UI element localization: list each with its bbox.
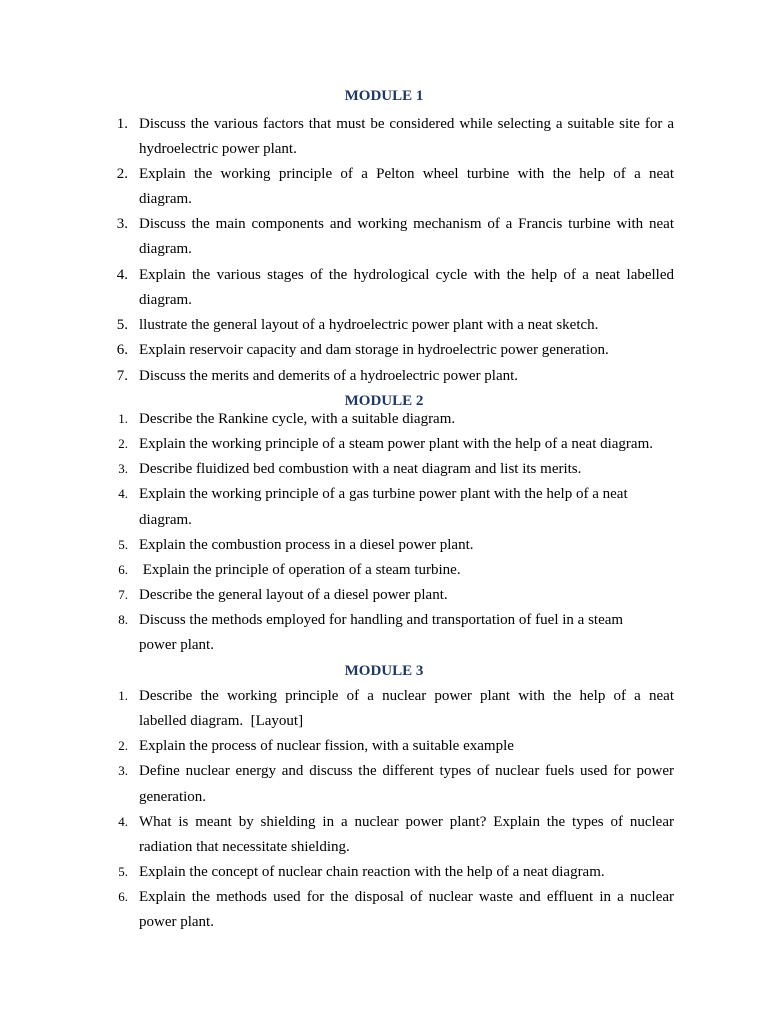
item-text: radiation that necessitate shielding.	[139, 839, 350, 855]
item-number: 2.	[116, 166, 128, 182]
item-number: 1.	[116, 116, 128, 132]
item-number: 4.	[118, 814, 128, 829]
item-text: Explain the principle of operation of a steam turbine.	[139, 562, 461, 578]
item-text: power plant.	[139, 914, 214, 930]
item-text: hydroelectric power plant.	[139, 141, 297, 157]
item-number: 3.	[118, 763, 128, 778]
item-number: 1.	[118, 411, 128, 426]
item-number: 3.	[118, 461, 128, 476]
item-text: Discuss the various factors that must be considered while selecting a suitable site for a	[139, 116, 674, 132]
item-text: diagram.	[139, 512, 192, 528]
item-text: Describe the working principle of a nuclear power plant with the help of a neat	[139, 688, 674, 704]
item-text: Explain the working principle of a steam power plant with the help of a neat diagram.	[139, 436, 654, 452]
item-number: 6.	[116, 342, 128, 358]
module-2-heading: MODULE 2	[344, 393, 424, 409]
item-text: Explain reservoir capacity and dam storage in hydroelectric power generation.	[139, 342, 609, 358]
item-number: 6.	[118, 889, 128, 904]
item-text: Explain the combustion process in a diesel power plant.	[139, 537, 474, 553]
item-text: What is meant by shielding in a nuclear power plant? Explain the types of nuclear	[139, 814, 674, 830]
item-number: 2.	[118, 738, 128, 753]
module-1-heading: MODULE 1	[344, 88, 424, 104]
item-text: Explain the working principle of a gas turbine power plant with the help of a neat	[139, 486, 628, 502]
item-text: Explain the concept of nuclear chain reaction with the help of a neat diagram.	[139, 864, 605, 880]
item-number: 2.	[118, 436, 128, 451]
item-text: Describe fluidized bed combustion with a neat diagram and list its merits.	[139, 461, 582, 477]
item-text: Explain the methods used for the disposal of nuclear waste and effluent in a nuclear	[139, 889, 674, 905]
module-3-heading: MODULE 3	[344, 663, 424, 679]
item-text: generation.	[139, 789, 207, 805]
item-number: 5.	[118, 537, 128, 552]
item-number: 8.	[118, 612, 128, 627]
item-text: labelled diagram. [Layout]	[139, 713, 304, 729]
item-number: 7.	[118, 587, 128, 602]
item-text: Describe the Rankine cycle, with a suitable diagram.	[139, 411, 456, 427]
item-text: Describe the general layout of a diesel power plant.	[139, 587, 448, 603]
item-text: diagram.	[139, 292, 192, 308]
item-text: power plant.	[139, 637, 214, 653]
item-text: Discuss the merits and demerits of a hydroelectric power plant.	[139, 368, 519, 384]
item-number: 7.	[116, 368, 128, 384]
item-text: diagram.	[139, 241, 192, 257]
item-number: 4.	[116, 267, 128, 283]
item-text: Define nuclear energy and discuss the different types of nuclear fuels used for power	[139, 763, 674, 779]
item-text: diagram.	[139, 191, 192, 207]
item-number: 1.	[118, 688, 128, 703]
item-number: 4.	[118, 486, 128, 501]
item-text: Explain the process of nuclear fission, with a suitable example	[139, 738, 514, 754]
item-number: 6.	[118, 562, 128, 577]
item-text: Explain the working principle of a Pelton wheel turbine with the help of a neat	[139, 166, 674, 182]
item-number: 3.	[116, 216, 128, 232]
item-text: Explain the various stages of the hydrological cycle with the help of a neat labelled	[139, 267, 674, 283]
item-text: llustrate the general layout of a hydroelectric power plant with a neat sketch.	[139, 317, 599, 333]
item-number: 5.	[118, 864, 128, 879]
item-number: 5.	[116, 317, 128, 333]
item-text: Discuss the main components and working mechanism of a Francis turbine with neat	[139, 216, 674, 232]
item-text: Discuss the methods employed for handling and transportation of fuel in a steam	[139, 612, 624, 628]
